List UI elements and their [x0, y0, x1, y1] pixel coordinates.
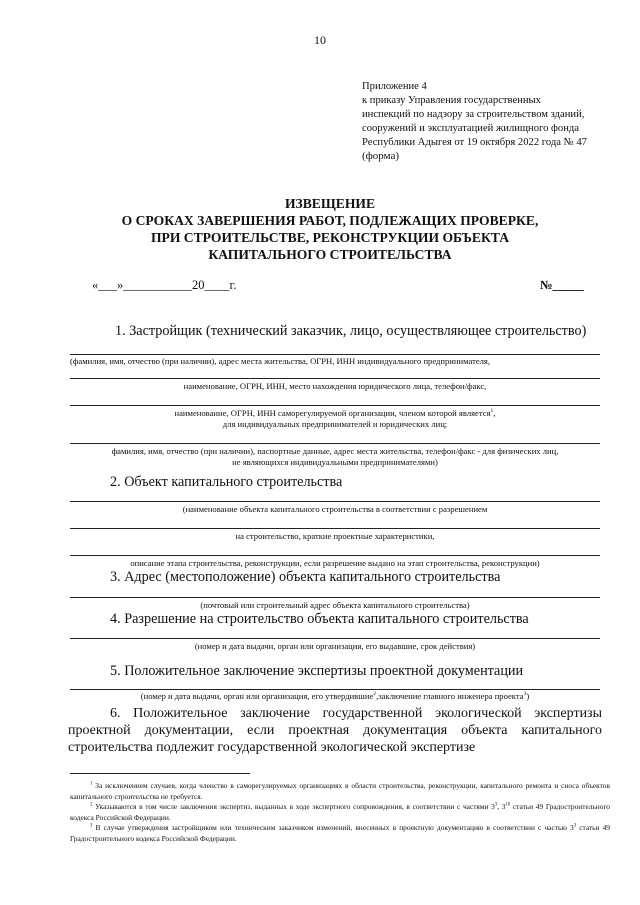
caption: (номер и дата выдачи, орган или организация, его выдавшие, срок действия) — [194, 641, 476, 651]
section-1-heading: 1. Застройщик (технический заказчик, лицо, осуществляющее строительство) — [115, 323, 587, 339]
appendix-line: сооружений и эксплуатацией жилищного фонда — [362, 123, 579, 134]
caption: для индивидуальных предпринимателей и юридических лиц; — [222, 419, 448, 429]
number-field: №_____ — [540, 278, 584, 292]
caption: (фамилия, имя, отчество (при наличии), адрес места жительства, ОГРН, ИНН индивидуального предпринимателя, — [70, 356, 491, 366]
fill-line — [70, 378, 600, 379]
appendix-block — [362, 80, 632, 150]
caption: наименование, ОГРН, ИНН, место нахождения юридического лица, телефон/факс, — [183, 381, 487, 391]
fill-line — [70, 354, 600, 355]
fill-line — [70, 689, 600, 690]
appendix-line: к приказу Управления государственных — [362, 95, 541, 106]
caption: наименование, ОГРН, ИНН саморегулируемой организации, членом которой является$^1$, — [174, 408, 496, 418]
title-line: КАПИТАЛЬНОГО СТРОИТЕЛЬСТВА — [208, 247, 452, 262]
fill-line — [70, 638, 600, 639]
caption: описание этапа строительства, реконструкции, если разрешение выдано на этап строительства, реконструкции) — [130, 558, 540, 568]
fill-line — [70, 405, 600, 406]
footnote-3: $^3$ В случае утверждения застройщиком или техническим заказчиком изменений, внесенных в проектную документацию в соответствии с частью $3^3$ статьи 49 Градостроительного кодекса Российской Федерации. — [70, 823, 610, 843]
title-line: ПРИ СТРОИТЕЛЬСТВЕ, РЕКОНСТРУКЦИИ ОБЪЕКТА — [150, 230, 510, 245]
section-6-paragraph: 6. Положительное заключение государственной экологической экспертизы проектной документации, если проектная документация объекта капитального строительства подлежит государственной экологической экспертизе — [68, 706, 602, 755]
caption: (почтовый или строительный адрес объекта капитального строительства) — [200, 600, 470, 610]
fill-line — [70, 443, 600, 444]
fill-line — [70, 597, 600, 598]
caption: не являющихся индивидуальными предпринимателями) — [232, 457, 438, 467]
section-2-heading: 2. Объект капитального строительства — [110, 474, 343, 490]
section-5-heading: 5. Положительное заключение экспертизы проектной документации — [110, 663, 524, 679]
footnote-1: $^1$ За исключением случаев, когда членство в саморегулируемых организациях в области строительства, реконструкции, капитального ремонта и сноса объектов капитального строительства не требуется. — [70, 781, 610, 801]
fill-line — [70, 501, 600, 502]
footnote-2: $^2$ Указываются в том числе заключения экспертиз, выданных в ходе экспертного сопровождения, в соответствии с частями $3^3$, $3^{10}$ статьи 49 Градостроительного кодекса Российской Федерации. — [70, 802, 610, 822]
caption: фамилия, имя, отчество (при наличии), паспортные данные, адрес места жительства, телефон/факс - для физических лиц, — [111, 446, 559, 456]
caption: (номер и дата выдачи, орган или организация, его утвердившие$^2$,заключение главного инженера проекта$^3$) — [140, 691, 530, 701]
section-4-heading: 4. Разрешение на строительство объекта капитального строительства — [110, 611, 529, 627]
title-line: О СРОКАХ ЗАВЕРШЕНИЯ РАБОТ, ПОДЛЕЖАЩИХ ПРОВЕРКЕ, — [121, 213, 539, 228]
appendix-line: Республики Адыгея от 19 октября 2022 года № 47 — [362, 137, 587, 148]
fill-line — [70, 528, 600, 529]
appendix-line: инспекций по надзору за строительством зданий, — [362, 109, 585, 120]
form-label: (форма) — [362, 150, 400, 162]
appendix-line: Приложение 4 — [362, 81, 427, 92]
fill-line — [70, 555, 600, 556]
caption: на строительство, краткие проектные характеристики, — [235, 531, 435, 541]
document-title — [60, 195, 600, 263]
title-line: ИЗВЕЩЕНИЕ — [284, 196, 376, 211]
section-3-heading: 3. Адрес (местоположение) объекта капитального строительства — [110, 569, 501, 585]
date-field: «___»___________20____г. — [92, 278, 237, 292]
caption: (наименование объекта капитального строительства в соответствии с разрешением — [182, 504, 488, 514]
footnote-divider — [70, 773, 250, 774]
page-number: 10 — [314, 33, 326, 47]
